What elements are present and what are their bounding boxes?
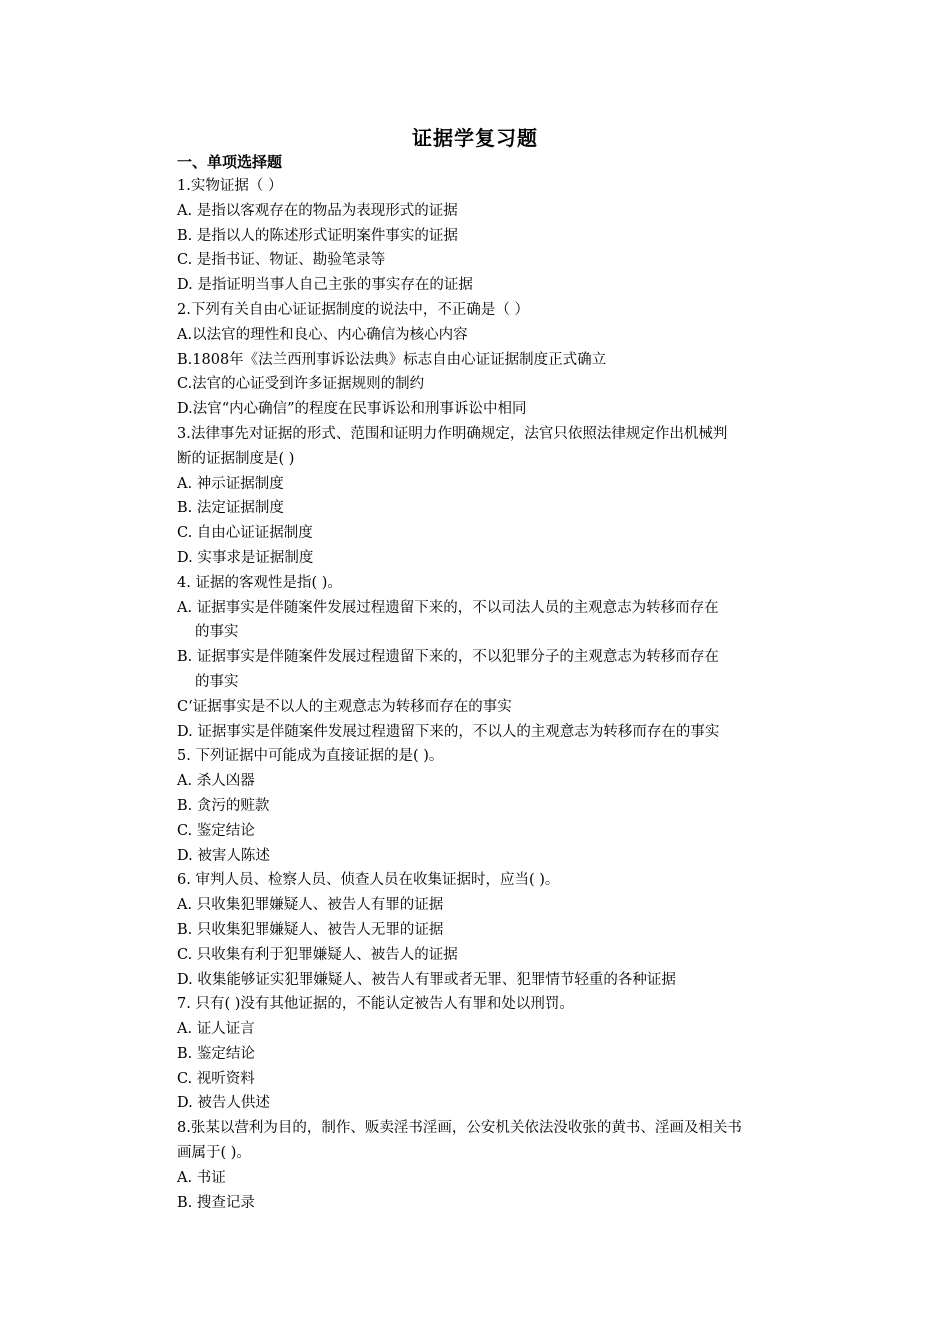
option-line: C. 只收集有利于犯罪嫌疑人、被告人的证据	[177, 946, 458, 963]
option-line: B. 证据事实是伴随案件发展过程遗留下来的，不以犯罪分子的主观意志为转移而存在	[177, 649, 719, 666]
question-line: 4. 证据的客观性是指( )。	[177, 574, 342, 591]
question-line: 5. 下列证据中可能成为直接证据的是( )。	[177, 748, 444, 765]
option-line: D. 被害人陈述	[177, 847, 270, 864]
option-line: A. 书证	[177, 1169, 226, 1186]
option-line: A.以法官的理性和良心、内心确信为核心内容	[177, 326, 468, 343]
option-line: C. 自由心证证据制度	[177, 525, 313, 542]
option-line: B. 是指以人的陈述形式证明案件事实的证据	[177, 227, 458, 244]
question-line-continued: 画属于( )。	[177, 1145, 251, 1162]
option-line: A. 证据事实是伴随案件发展过程遗留下来的，不以司法人员的主观意志为转移而存在	[177, 599, 719, 616]
option-line: A. 神示证据制度	[177, 475, 284, 492]
option-line: B. 贪污的赃款	[177, 797, 270, 814]
question-line: 8.张某以营利为目的，制作、贩卖淫书淫画，公安机关依法没收张的黄书、淫画及相关书	[177, 1120, 742, 1137]
question-line-continued: 断的证据制度是( )	[177, 450, 295, 467]
option-line: D.法官“内心确信”的程度在民事诉讼和刑事诉讼中相同	[177, 401, 527, 418]
option-line: C‘证据事实是不以人的主观意志为转移而存在的事实	[177, 698, 512, 715]
question-line: 2.下列有关自由心证证据制度的说法中，不正确是（ ）	[177, 301, 529, 318]
option-line: D. 被告人供述	[177, 1095, 270, 1112]
question-line: 7. 只有( )没有其他证据的，不能认定被告人有罪和处以刑罚。	[177, 996, 574, 1013]
option-line-continued: 的事实	[195, 673, 239, 690]
question-list	[177, 174, 817, 1215]
option-line: B. 只收集犯罪嫌疑人、被告人无罪的证据	[177, 921, 444, 938]
option-line: C.法官的心证受到许多证据规则的制约	[177, 376, 425, 393]
question-line: 3.法律事先对证据的形式、范围和证明力作明确规定，法官只依照法律规定作出机械判	[177, 425, 728, 442]
question-line: 1.实物证据（ ）	[177, 178, 283, 194]
option-line: D. 是指证明当事人自己主张的事实存在的证据	[177, 277, 473, 294]
option-line: B. 法定证据制度	[177, 500, 284, 517]
question-line: 6. 审判人员、检察人员、侦查人员在收集证据时，应当( )。	[177, 872, 560, 889]
option-line: C. 鉴定结论	[177, 822, 255, 839]
option-line: B. 搜查记录	[177, 1194, 255, 1211]
option-line: B.1808年《法兰西刑事诉讼法典》标志自由心证证据制度正式确立	[177, 351, 607, 368]
page-title: 证据学复习题	[412, 126, 538, 150]
option-line: D. 证据事实是伴随案件发展过程遗留下来的，不以人的主观意志为转移而存在的事实	[177, 723, 720, 740]
option-line: A. 只收集犯罪嫌疑人、被告人有罪的证据	[177, 897, 444, 914]
option-line-continued: 的事实	[195, 624, 239, 641]
option-line: A. 证人证言	[177, 1021, 255, 1038]
option-line: C. 是指书证、物证、勘验笔录等	[177, 252, 386, 269]
option-line: A. 是指以客观存在的物品为表现形式的证据	[177, 202, 458, 219]
option-line: A. 杀人凶器	[177, 773, 255, 790]
option-line: C. 视听资料	[177, 1070, 255, 1087]
section-heading: 一、单项选择题	[177, 153, 283, 171]
option-line: D. 收集能够证实犯罪嫌疑人、被告人有罪或者无罪、犯罪情节轻重的各种证据	[177, 971, 676, 988]
option-line: D. 实事求是证据制度	[177, 549, 314, 566]
option-line: B. 鉴定结论	[177, 1045, 255, 1062]
